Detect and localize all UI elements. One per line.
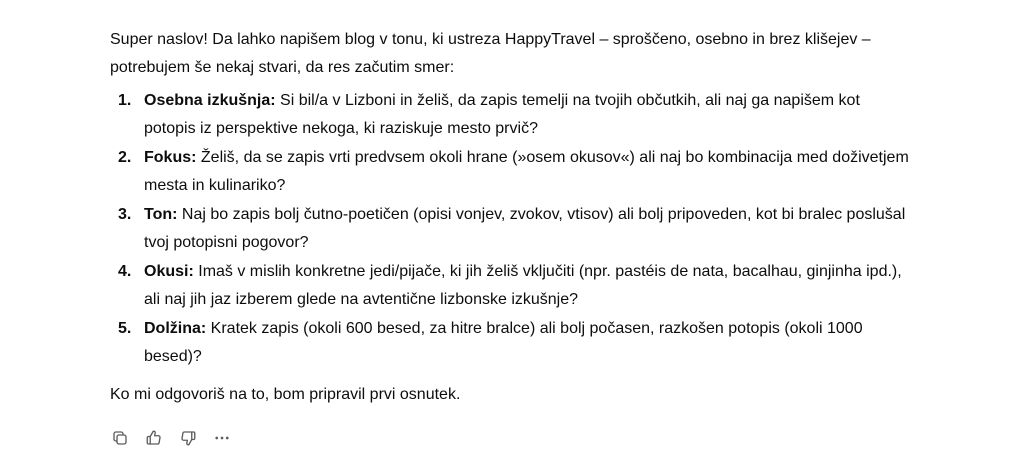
- list-text: Imaš v mislih konkretne jedi/pijače, ki jih želiš vključiti (npr. pastéis de nata, bacalhau, ginjinha ipd.), ali naj jih jaz izberem glede na avtentične lizbonske izkušnje?: [144, 263, 902, 308]
- message-outro: Ko mi odgovoriš na to, bom pripravil prvi osnutek.: [110, 386, 461, 403]
- list-item: [110, 315, 910, 371]
- list-item: [110, 258, 910, 314]
- list-text: Naj bo zapis bolj čutno-poetičen (opisi vonjev, zvokov, vtisov) ali bolj pripoveden, kot bi bralec poslušal tvoj potopisni pogovor?: [144, 206, 906, 251]
- list-term: Okusi:: [144, 263, 194, 280]
- list-term: Dolžina:: [144, 320, 207, 337]
- thumbs-up-icon: [145, 429, 163, 447]
- copy-button[interactable]: [106, 424, 134, 452]
- thumbs-up-button[interactable]: [140, 424, 168, 452]
- list-term: Fokus:: [144, 149, 197, 166]
- list-text: Si bil/a v Lizboni in želiš, da zapis temelji na tvojih občutkih, ali naj ga napišem kot potopis iz perspektive nekoga, ki raziskuje mesto prvič?: [144, 92, 860, 137]
- message-intro: Super naslov! Da lahko napišem blog v tonu, ki ustreza HappyTravel – sproščeno, osebno in brez klišejev – potrebujem še nekaj stvari, da res začutim smer:: [110, 31, 871, 76]
- list-term: Osebna izkušnja:: [144, 92, 276, 109]
- list-term: Ton:: [144, 206, 178, 223]
- list-item: [110, 144, 910, 200]
- assistant-message: [110, 26, 910, 409]
- list-number: 1.: [118, 92, 132, 109]
- thumbs-down-button[interactable]: [174, 424, 202, 452]
- list-text: Želiš, da se zapis vrti predvsem okoli hrane (»osem okusov«) ali naj bo kombinacija med doživetjem mesta in kulinariko?: [144, 149, 909, 194]
- question-list: [110, 87, 910, 371]
- list-item: [110, 87, 910, 143]
- list-number: 5.: [118, 320, 132, 337]
- thumbs-down-icon: [179, 429, 197, 447]
- list-item: [110, 201, 910, 257]
- list-number: 3.: [118, 206, 132, 223]
- more-button[interactable]: [208, 424, 236, 452]
- list-text: Kratek zapis (okoli 600 besed, za hitre bralce) ali bolj počasen, razkošen potopis (okoli 1000 besed)?: [144, 320, 863, 365]
- more-icon: [213, 429, 231, 447]
- list-number: 4.: [118, 263, 132, 280]
- copy-icon: [111, 429, 129, 447]
- list-number: 2.: [118, 149, 132, 166]
- message-actions: [106, 424, 236, 452]
